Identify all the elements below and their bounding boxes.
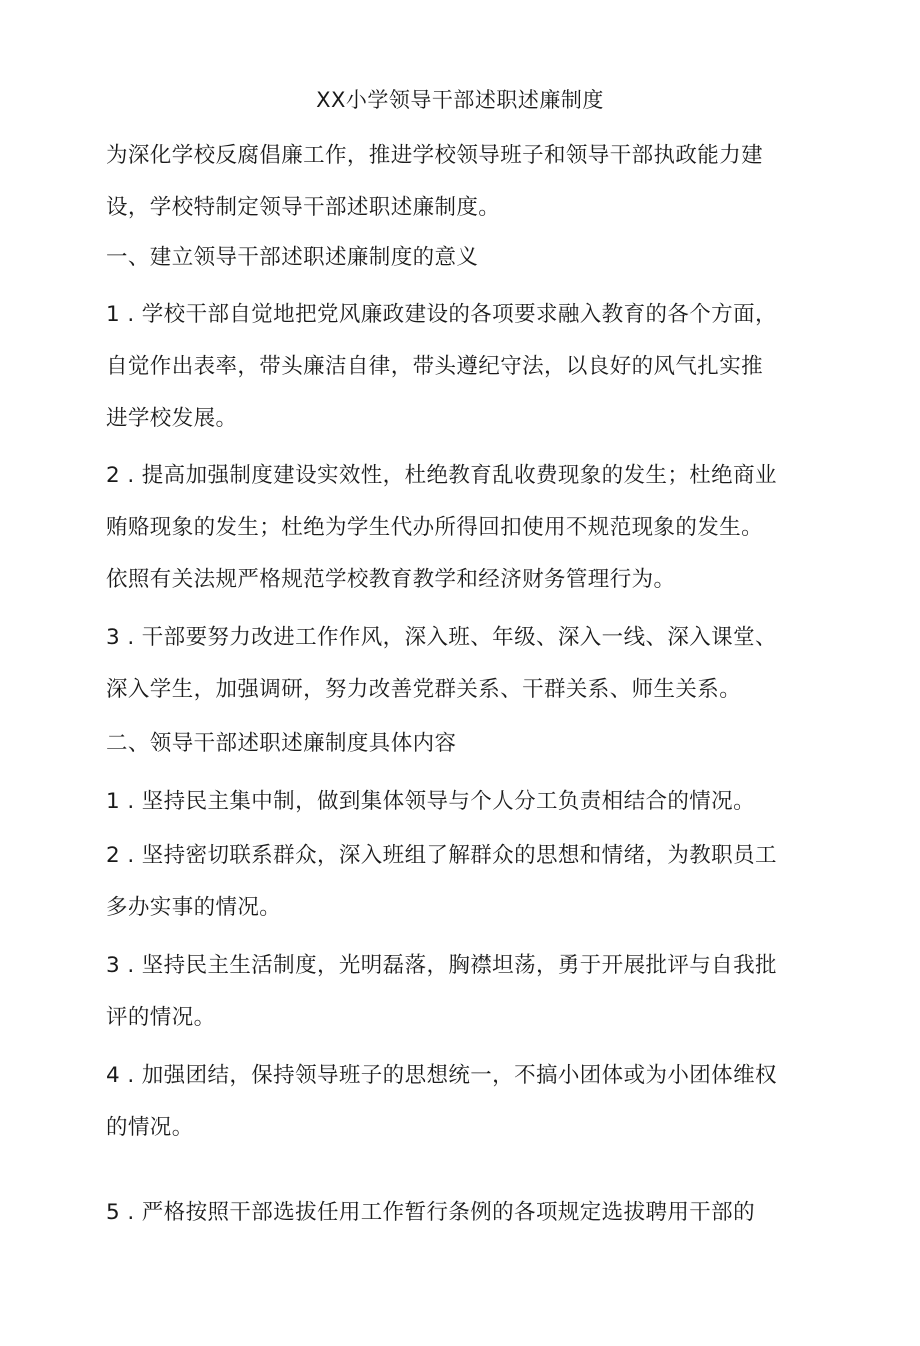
document-title: XX小学领导干部述职述廉制度 (316, 88, 604, 112)
paragraph-line: 2 . 提高加强制度建设实效性，杜绝教育乱收费现象的发生；杜绝商业 (106, 463, 777, 488)
section2-item-2 (106, 830, 822, 934)
section2-item-3 (106, 940, 822, 1044)
intro-paragraph (106, 130, 822, 234)
paragraph-line: 4 . 加强团结，保持领导班子的思想统一，不搞小团体或为小团体维权 (106, 1063, 777, 1088)
paragraph-line: 1 . 坚持民主集中制，做到集体领导与个人分工负责相结合的情况。 (106, 789, 755, 814)
paragraph-line: 多办实事的情况。 (106, 895, 282, 920)
paragraph-line: 依照有关法规严格规范学校教育教学和经济财务管理行为。 (106, 567, 676, 592)
section1-item-1 (106, 289, 822, 445)
section2-item-5 (106, 1187, 822, 1239)
paragraph-line: 贿赂现象的发生；杜绝为学生代办所得回扣使用不规范现象的发生。 (106, 515, 764, 540)
section1-heading-text: 一、建立领导干部述职述廉制度的意义 (106, 245, 479, 270)
paragraph-line: 进学校发展。 (106, 406, 238, 431)
paragraph-line: 3 . 坚持民主生活制度，光明磊落，胸襟坦荡，勇于开展批评与自我批 (106, 953, 777, 978)
intro-line: 设，学校特制定领导干部述职述廉制度。 (106, 195, 501, 220)
paragraph-line: 3 . 干部要努力改进工作作风，深入班、年级、深入一线、深入课堂、 (106, 625, 777, 650)
section1-item-3 (106, 612, 822, 716)
paragraph-line: 5 . 严格按照干部选拔任用工作暂行条例的各项规定选拔聘用干部的 (106, 1200, 755, 1225)
paragraph-line: 自觉作出表率，带头廉洁自律，带头遵纪守法，以良好的风气扎实推 (106, 354, 764, 379)
section2-heading-text: 二、领导干部述职述廉制度具体内容 (106, 731, 457, 756)
paragraph-line: 深入学生，加强调研，努力改善党群关系、干群关系、师生关系。 (106, 677, 742, 702)
section1-item-2 (106, 450, 822, 606)
paragraph-line: 1 . 学校干部自觉地把党风廉政建设的各项要求融入教育的各个方面， (106, 302, 777, 327)
paragraph-line: 评的情况。 (106, 1005, 216, 1030)
section1-heading (106, 232, 822, 284)
section2-heading (106, 718, 822, 770)
section2-item-1 (106, 776, 822, 828)
paragraph-line: 的情况。 (106, 1115, 194, 1140)
intro-line: 为深化学校反腐倡廉工作，推进学校领导班子和领导干部执政能力建 (106, 143, 764, 168)
section2-item-4 (106, 1050, 822, 1154)
paragraph-line: 2 . 坚持密切联系群众，深入班组了解群众的思想和情绪，为教职员工 (106, 843, 777, 868)
